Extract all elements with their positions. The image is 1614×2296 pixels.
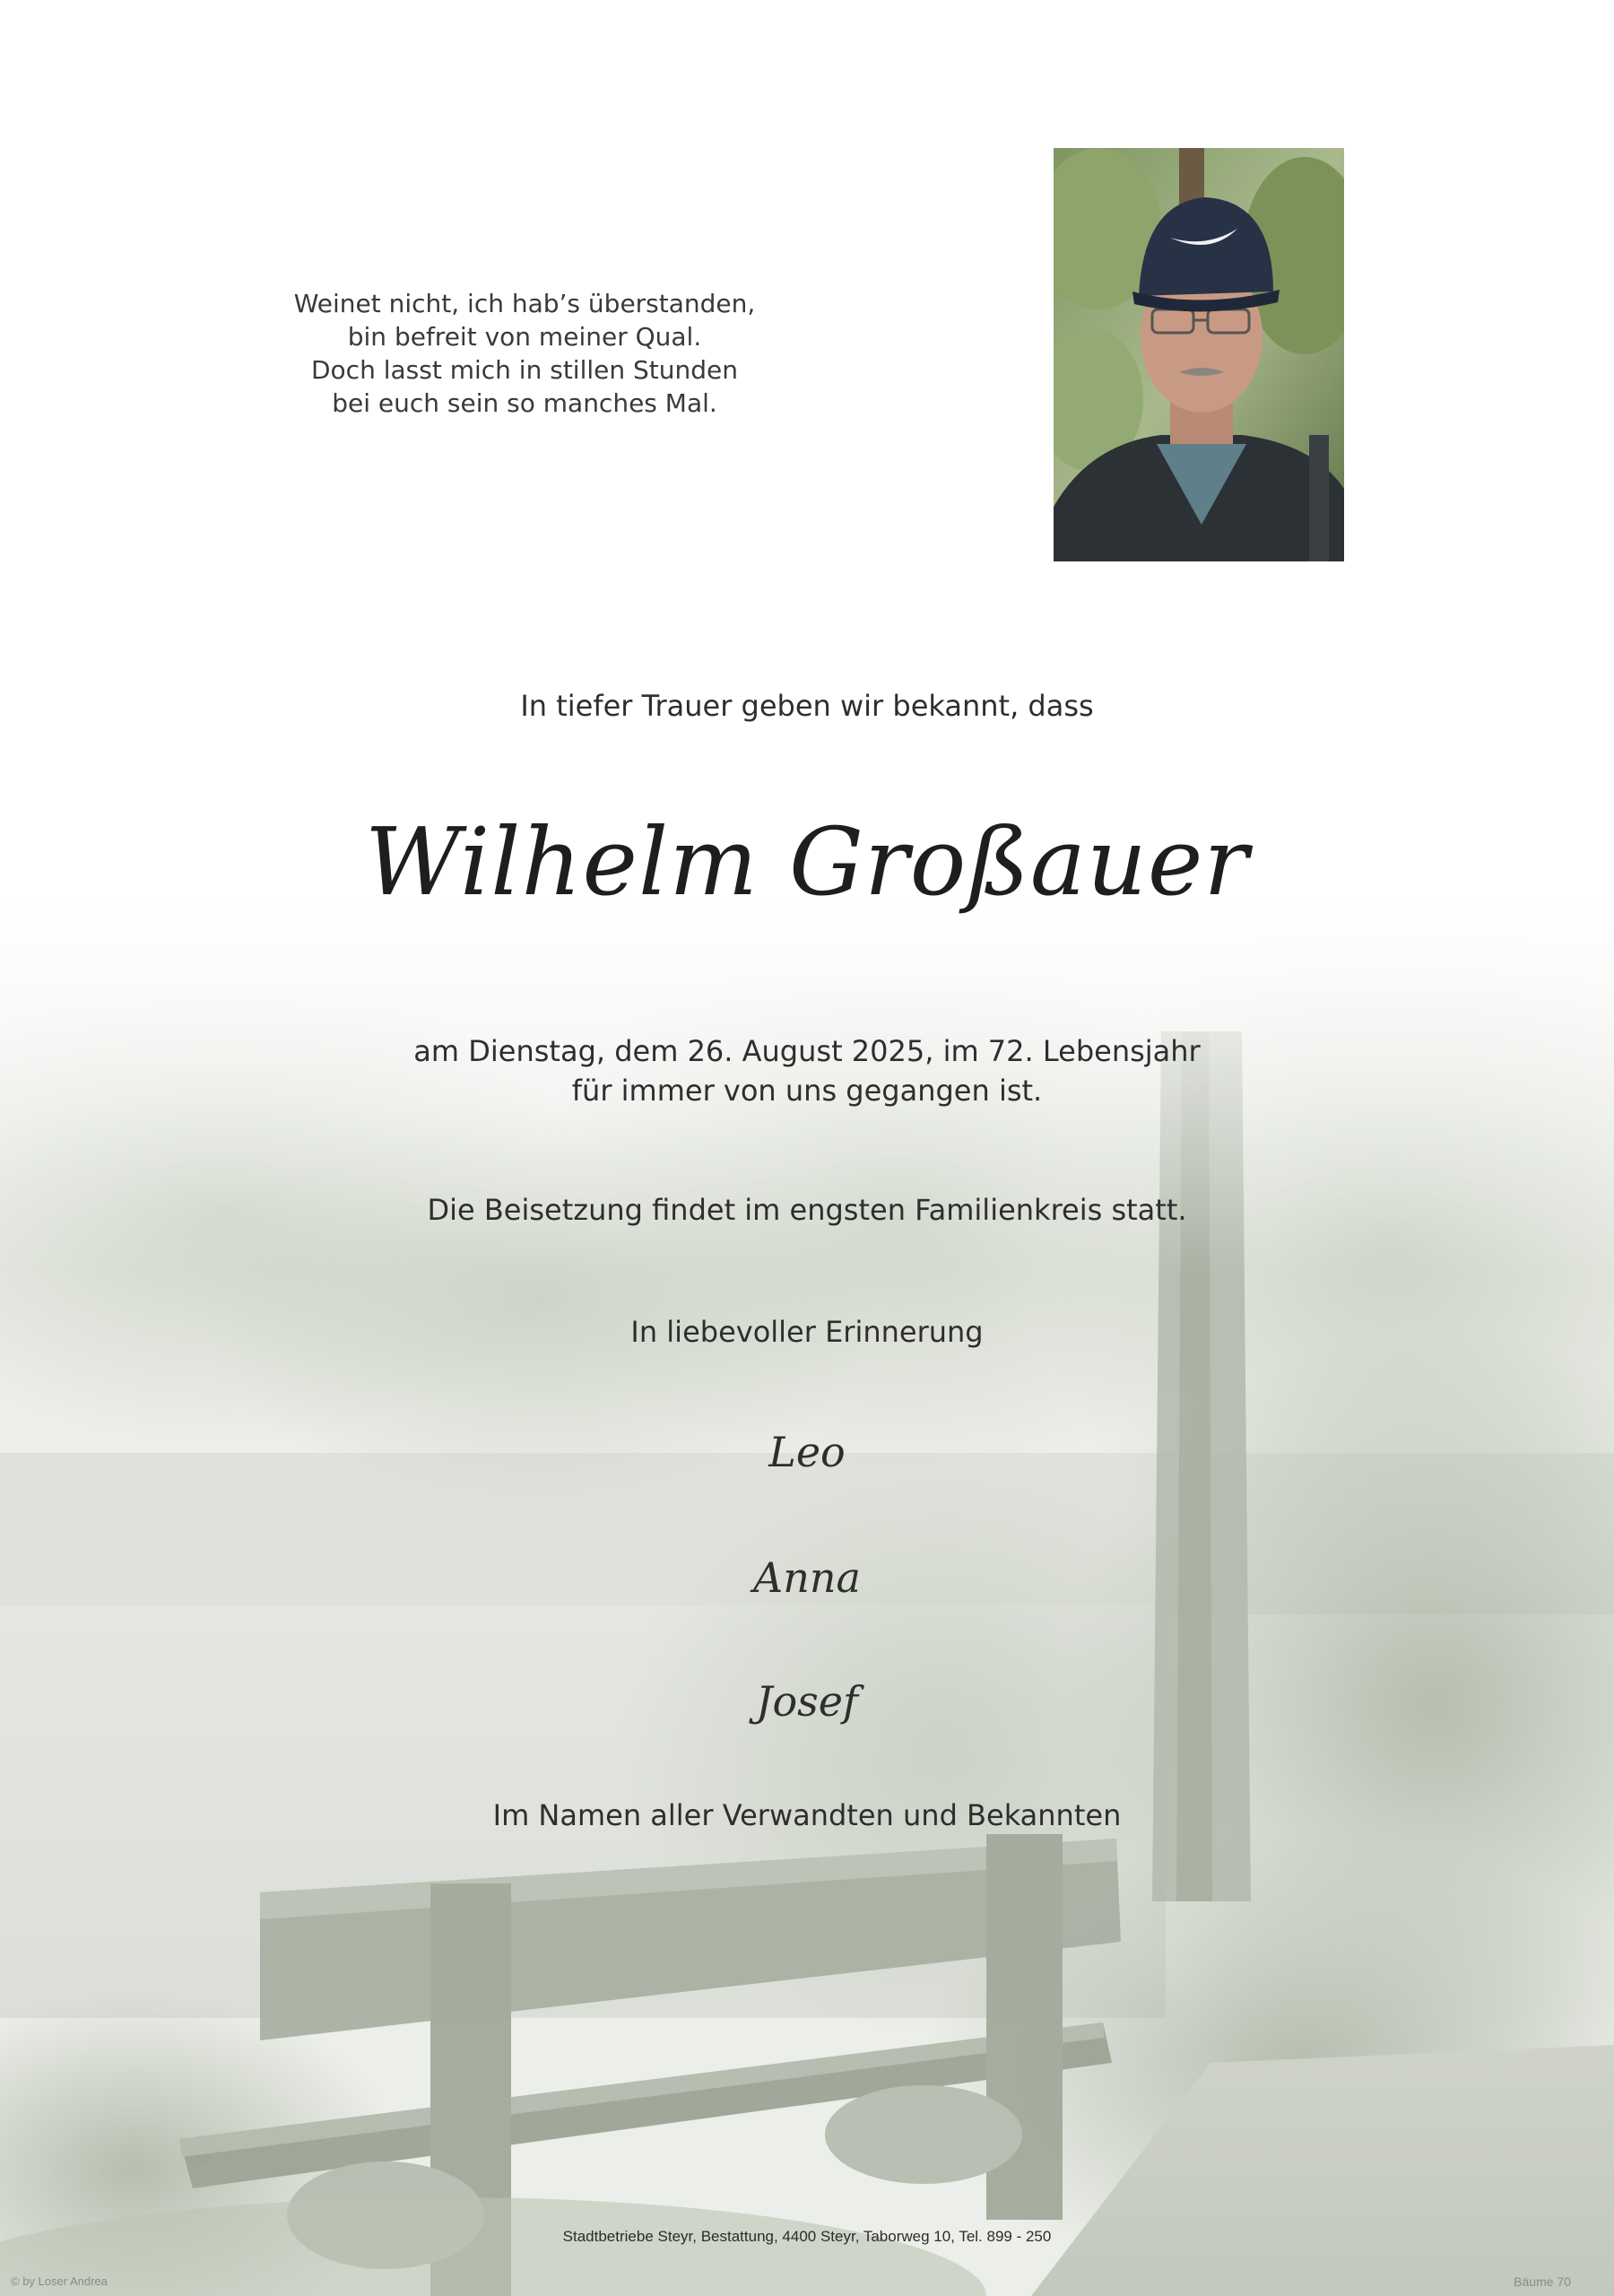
burial-notice: Die Beisetzung findet im engsten Familienkreis statt. bbox=[427, 1193, 1187, 1227]
undertaker-info: Stadtbetriebe Steyr, Bestattung, 4400 Steyr, Taborweg 10, Tel. 899 - 250 bbox=[562, 2228, 1052, 2245]
memory-heading: In liebevoller Erinnerung bbox=[630, 1315, 984, 1349]
intro-text: In tiefer Trauer geben wir bekannt, dass bbox=[520, 689, 1094, 723]
poem-line: bei euch sein so manches Mal. bbox=[332, 388, 717, 418]
date-line-2: für immer von uns gegangen ist. bbox=[571, 1074, 1043, 1108]
date-line-1: am Dienstag, dem 26. August 2025, im 72. Lebensjahr bbox=[413, 1034, 1201, 1068]
portrait-photo bbox=[1054, 148, 1344, 561]
photo-credit: © by Loser Andrea bbox=[11, 2274, 108, 2288]
closing-text: Im Namen aller Verwandten und Bekannten bbox=[492, 1798, 1122, 1832]
mourner-name: Leo bbox=[768, 1428, 846, 1476]
template-name: Bäume 70 bbox=[1514, 2274, 1571, 2289]
poem-line: bin befreit von meiner Qual. bbox=[347, 322, 702, 352]
deceased-name: Wilhelm Großauer bbox=[364, 807, 1250, 917]
mourner-name: Josef bbox=[756, 1677, 858, 1726]
mourner-name: Anna bbox=[753, 1553, 861, 1602]
poem-line: Weinet nicht, ich hab’s überstanden, bbox=[293, 289, 756, 318]
date-of-death bbox=[0, 1031, 1614, 1110]
poem-line: Doch lasst mich in stillen Stunden bbox=[310, 355, 738, 385]
poem bbox=[269, 287, 780, 420]
